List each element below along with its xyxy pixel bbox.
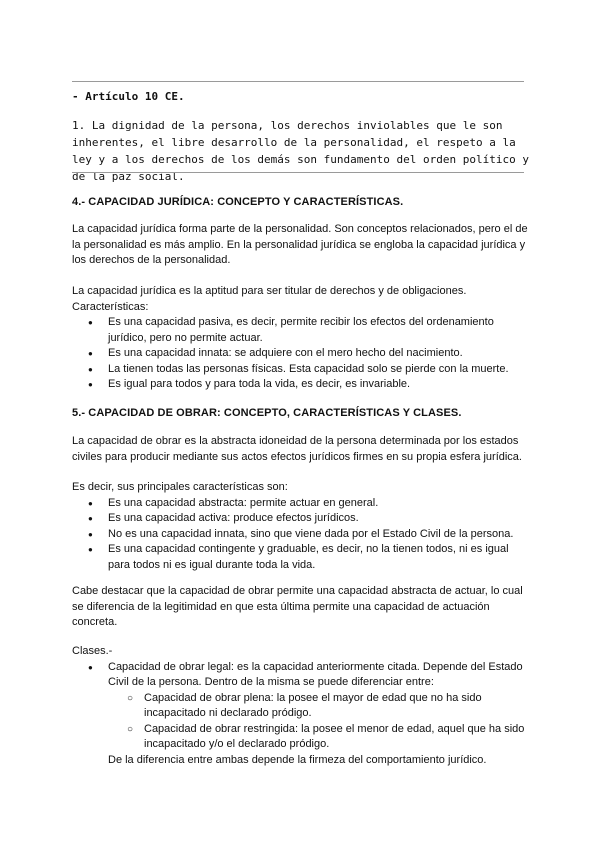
- list-item: ● Es una capacidad contingente y graduable, es decir, no la tienen todos, ni es igual para todos ni es igual durante toda la vida.: [72, 542, 532, 573]
- classes-sub-list: [72, 691, 532, 753]
- paragraph-text: Es decir, sus principales características son:: [72, 481, 288, 493]
- list-item: ● Es una capacidad activa: produce efectos jurídicos.: [72, 511, 532, 527]
- paragraph-text: La capacidad de obrar es la abstracta idoneidad de la persona determinada por los estados civiles para producir mediante sus actos efectos jurídicos firmes en su propia esfera jurídica.: [72, 435, 522, 463]
- section-4-block: [72, 284, 532, 393]
- list-item: ● La tienen todas las personas físicas. Esta capacidad solo se pierde con la muerte.: [72, 362, 532, 378]
- list-item: ● Es igual para todos y para toda la vida, es decir, es invariable.: [72, 377, 532, 393]
- paragraph-text: Cabe destacar que la capacidad de obrar permite una capacidad abstracta de actuar, lo cual se diferencia de la legitimidad en que esta última permite una capacidad de actuación concreta.: [72, 585, 523, 628]
- section-4-para-1: [72, 222, 532, 269]
- list-item: ● No es una capacidad innata, sino que viene dada por el Estado Civil de la persona.: [72, 527, 532, 543]
- features-label: Características:: [72, 300, 149, 313]
- section-4-heading: 4.- CAPACIDAD JURÍDICA: CONCEPTO Y CARACTERÍSTICAS.: [72, 196, 404, 208]
- section-5-para-3: [72, 584, 532, 631]
- sub-list-item: ○ Capacidad de obrar plena: la posee el mayor de edad que no ha sido incapacitado ni declarado pródigo.: [72, 691, 532, 722]
- closing-text: De la diferencia entre ambas depende la firmeza del comportamiento jurídico.: [108, 753, 487, 766]
- section-5-heading: 5.- CAPACIDAD DE OBRAR: CONCEPTO, CARACTERÍSTICAS Y CLASES.: [72, 407, 462, 419]
- paragraph-text: La capacidad jurídica es la aptitud para ser titular de derechos y de obligaciones.: [72, 285, 467, 297]
- classes-list: [72, 660, 532, 691]
- article-text: 1. La dignidad de la persona, los derechos inviolables que le son inherentes, el libre desarrollo de la personalidad, el respeto a la ley y a los derechos de los demás son fundamento del orden político y de la paz social.: [72, 119, 529, 183]
- article-title: - Artículo 10 CE.: [72, 90, 185, 103]
- top-divider: [72, 81, 524, 82]
- list-item: ● Es una capacidad pasiva, es decir, permite recibir los efectos del ordenamiento jurídico, pero no permite actuar.: [72, 315, 532, 346]
- section-4-bullet-list: [72, 315, 532, 393]
- list-item: ● Capacidad de obrar legal: es la capacidad anteriormente citada. Depende del Estado Civil de la persona. Dentro de la misma se puede diferenciar entre:: [72, 660, 532, 691]
- classes-label: Clases.-: [72, 645, 113, 657]
- bottom-divider: [72, 172, 524, 173]
- section-5-para-1: [72, 434, 532, 465]
- section-5-block: [72, 480, 532, 573]
- section-5-bullet-list: [72, 496, 532, 574]
- list-item: ● Es una capacidad innata: se adquiere con el mero hecho del nacimiento.: [72, 346, 532, 362]
- classes-block: [72, 644, 532, 768]
- sub-list-item: ○ Capacidad de obrar restringida: la posee el menor de edad, aquel que ha sido incapacitado y/o el declarado pródigo.: [72, 722, 532, 753]
- paragraph-text: La capacidad jurídica forma parte de la personalidad. Son conceptos relacionados, pero el de la personalidad es más amplio. En la personalidad jurídica se engloba la capacidad jurídica y los derechos de la personalidad.: [72, 223, 528, 266]
- list-item: ● Es una capacidad abstracta: permite actuar en general.: [72, 496, 532, 512]
